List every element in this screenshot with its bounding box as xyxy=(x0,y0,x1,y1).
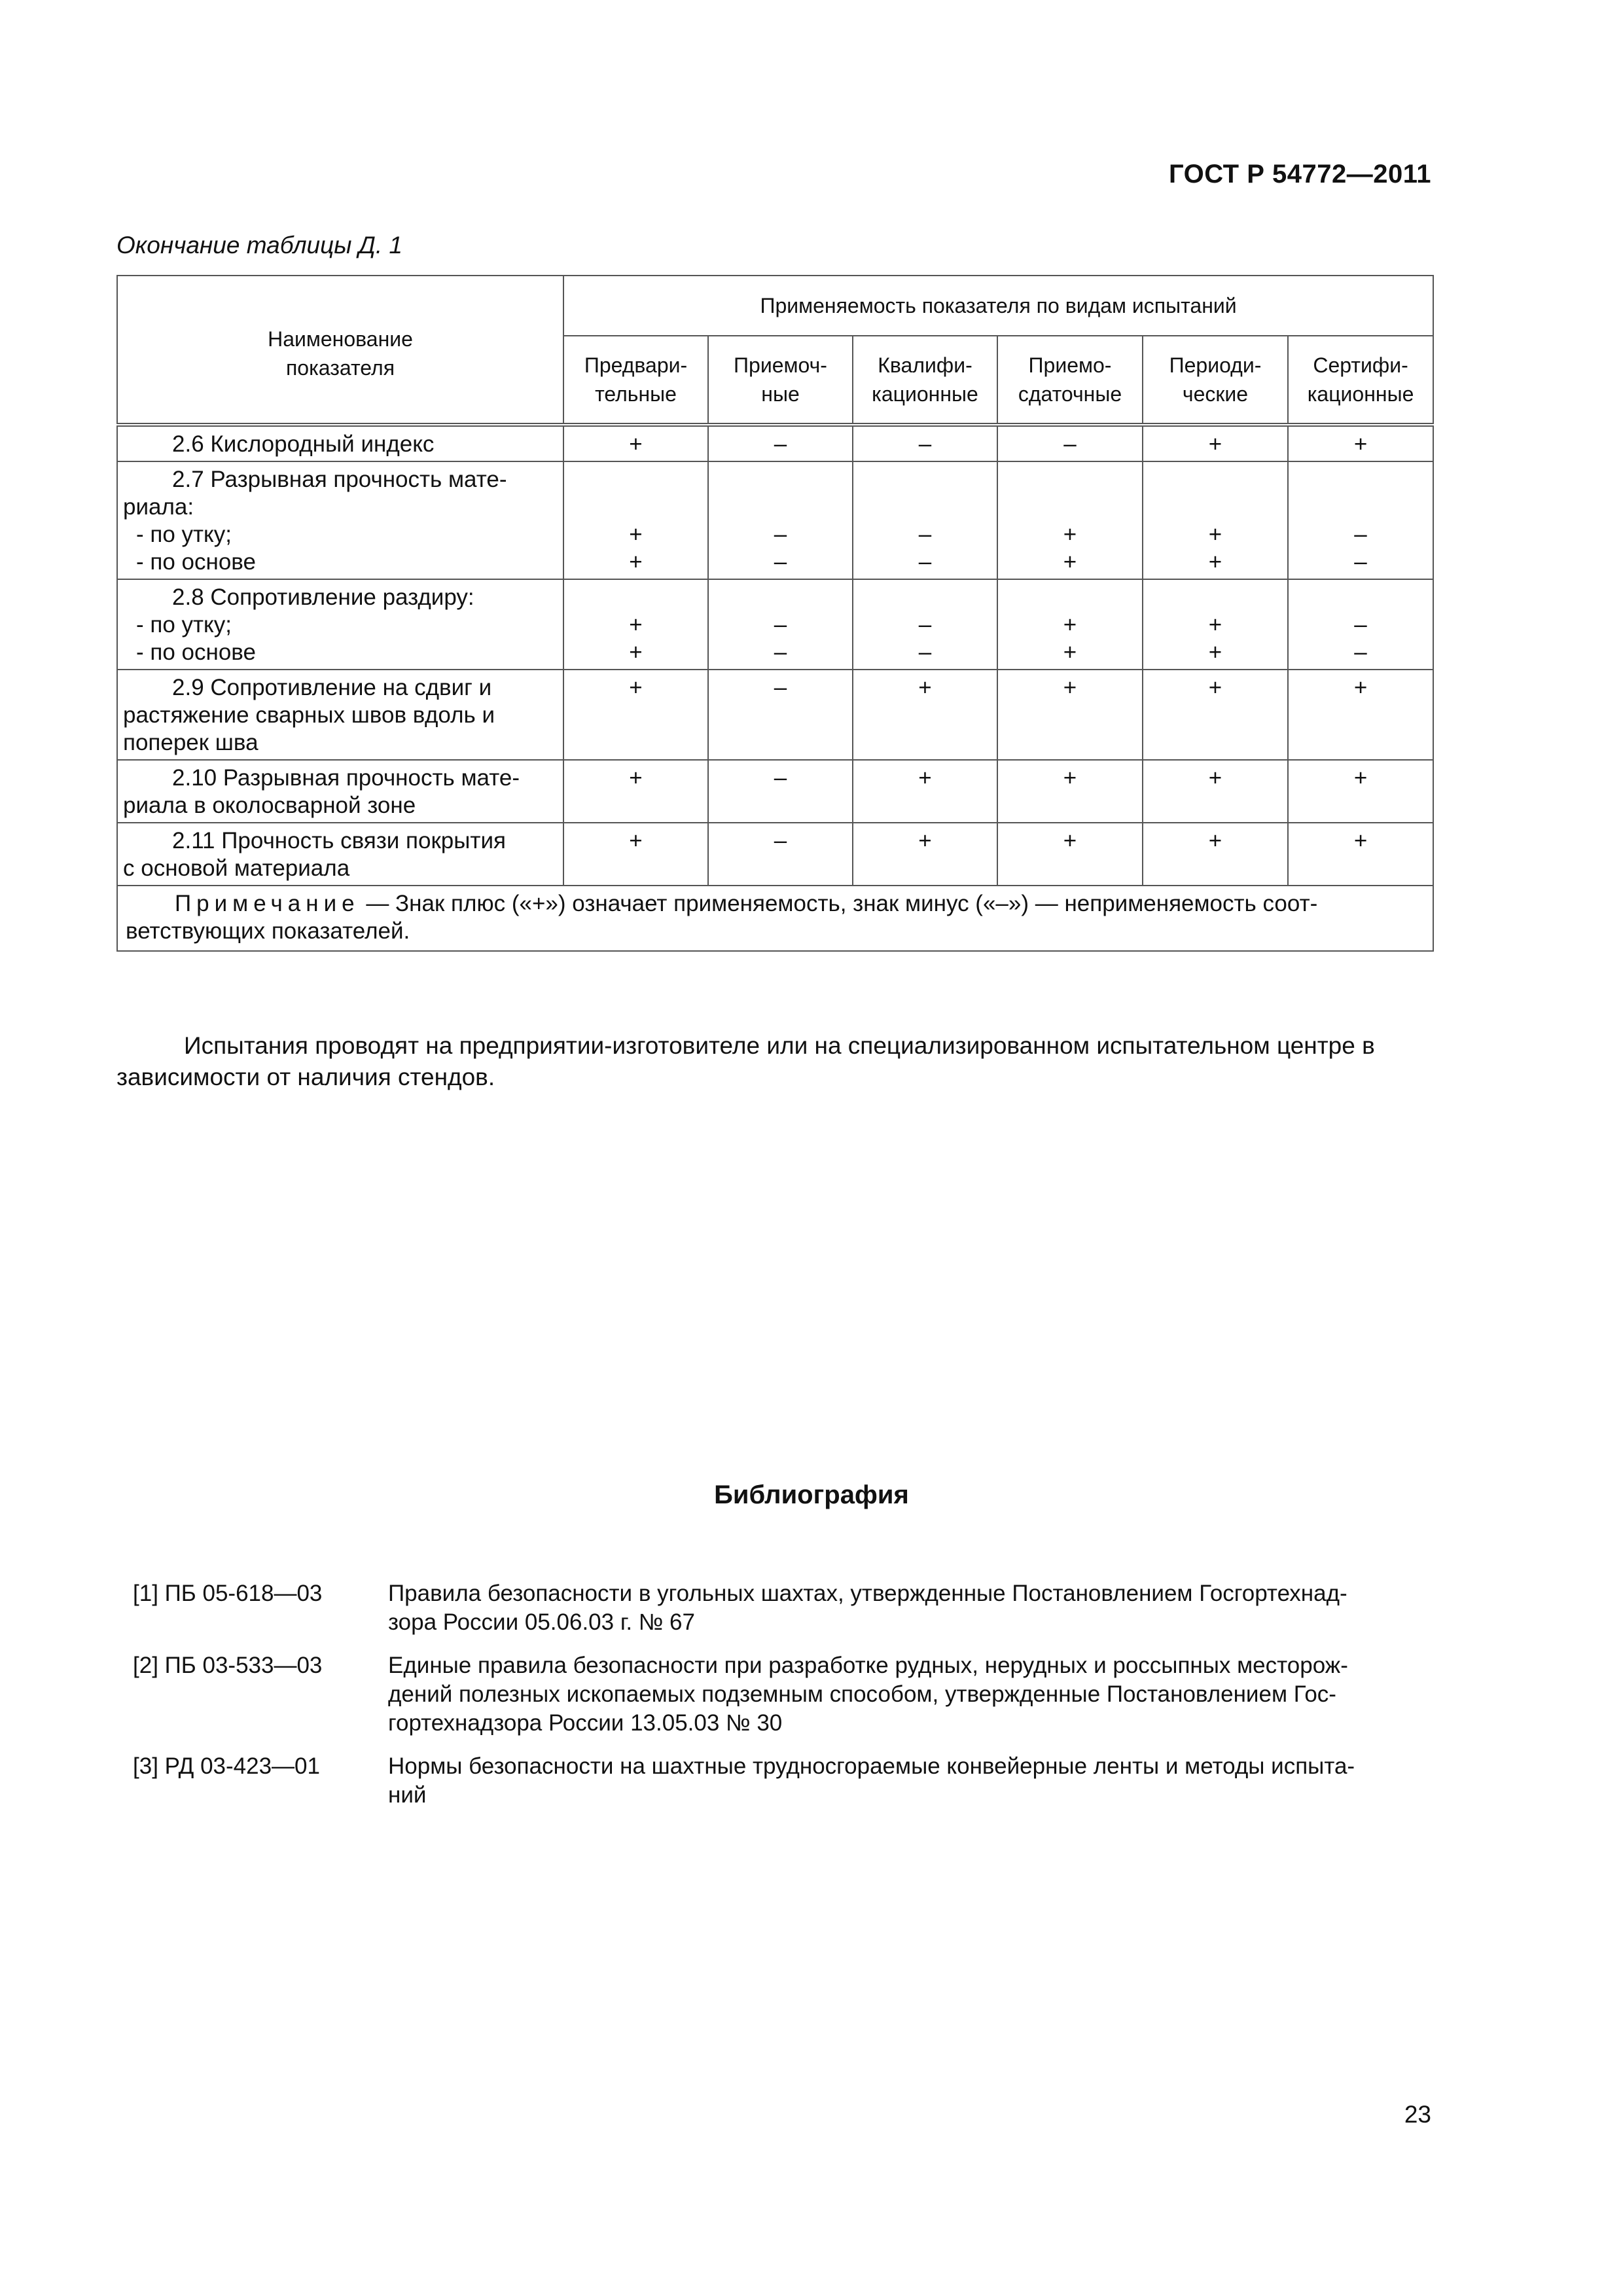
table-note-row xyxy=(117,886,1433,951)
mark-cell: + xyxy=(997,760,1143,823)
page-number: 23 xyxy=(1404,2101,1431,2128)
mark-cell: + xyxy=(563,760,708,823)
table-row xyxy=(117,579,1433,670)
bibliography-ref: [3] РД 03-423—01 xyxy=(133,1753,320,1779)
header-line: Наименование xyxy=(268,327,413,351)
bibliography-list xyxy=(133,1579,1432,1824)
mark-cell: + xyxy=(1143,823,1288,886)
mark-cell: + xyxy=(1143,425,1288,461)
mark-cell: – – xyxy=(708,461,853,579)
mark-cell: + + xyxy=(563,579,708,670)
mark-cell: – xyxy=(708,425,853,461)
bibliography-ref: [1] ПБ 05-618—03 xyxy=(133,1581,323,1606)
note-text: — Знак плюс («+») означает применяемость, знак минус («–») — неприменяемость соот- xyxy=(359,891,1318,916)
mark-cell: – – xyxy=(1288,579,1433,670)
mark-cell: + xyxy=(563,425,708,461)
mark-cell: + + xyxy=(1143,579,1288,670)
bibliography-item xyxy=(133,1651,1432,1738)
mark-cell: + xyxy=(997,670,1143,760)
note-text-continued: ветствующих показателей. xyxy=(126,918,410,944)
paragraph-line: Испытания проводят на предприятии-изготовителе или на специализированном испытательном центре в xyxy=(184,1032,1375,1059)
column-header-name xyxy=(117,276,563,425)
table-note xyxy=(117,886,1433,951)
mark-cell: + xyxy=(997,823,1143,886)
row-name: 2.6 Кислородный индекс xyxy=(117,425,563,461)
mark-cell: + + xyxy=(997,579,1143,670)
mark-cell: – xyxy=(708,823,853,886)
mark-cell: – xyxy=(853,425,997,461)
row-name: 2.9 Сопротивление на сдвиг и растяжение сварных швов вдоль и поперек шва xyxy=(117,670,563,760)
mark-cell: + xyxy=(1288,425,1433,461)
mark-cell: + + xyxy=(563,461,708,579)
row-name: 2.10 Разрывная прочность мате- риала в околосварной зоне xyxy=(117,760,563,823)
bibliography-text: Нормы безопасности на шахтные трудносгораемые конвейерные ленты и методы испыта- ний xyxy=(388,1753,1355,1808)
bibliography-item xyxy=(133,1752,1432,1810)
bibliography-text: Правила безопасности в угольных шахтах, утвержденные Постановлением Госгортехнад- зора России 05.06.03 г. № 67 xyxy=(388,1581,1347,1635)
column-group-header: Применяемость показателя по видам испытаний xyxy=(563,276,1433,336)
table-row xyxy=(117,425,1433,461)
paragraph-line: зависимости от наличия стендов. xyxy=(116,1064,495,1090)
mark-cell: + xyxy=(853,670,997,760)
mark-cell: – – xyxy=(1288,461,1433,579)
mark-cell: + xyxy=(1143,670,1288,760)
table-row xyxy=(117,461,1433,579)
mark-cell: + xyxy=(1143,760,1288,823)
mark-cell: – xyxy=(708,670,853,760)
row-name: 2.11 Прочность связи покрытия с основой материала xyxy=(117,823,563,886)
table-row xyxy=(117,823,1433,886)
mark-cell: + + xyxy=(1143,461,1288,579)
mark-cell: + xyxy=(853,823,997,886)
mark-cell: + + xyxy=(997,461,1143,579)
mark-cell: + xyxy=(563,823,708,886)
column-header-periodic: Периоди- ческие xyxy=(1143,336,1288,425)
table-caption: Окончание таблицы Д. 1 xyxy=(116,232,402,259)
mark-cell: – – xyxy=(853,461,997,579)
note-lead: Примечание xyxy=(175,891,360,916)
mark-cell: – – xyxy=(708,579,853,670)
mark-cell: + xyxy=(853,760,997,823)
body-paragraph xyxy=(116,1030,1433,1093)
mark-cell: – xyxy=(997,425,1143,461)
bibliography-text: Единые правила безопасности при разработке рудных, нерудных и россыпных месторож- дений полезных ископаемых подземным способом, утвержденные Постановлением Гос- гортехнадзора России 13.05.03 № 30 xyxy=(388,1653,1348,1736)
bibliography-ref: [2] ПБ 03-533—03 xyxy=(133,1653,323,1678)
mark-cell: – – xyxy=(853,579,997,670)
document-code: ГОСТ Р 54772—2011 xyxy=(1169,160,1431,188)
bibliography-item xyxy=(133,1579,1432,1637)
bibliography-title: Библиография xyxy=(714,1480,909,1509)
row-name: 2.7 Разрывная прочность мате- риала: - по утку; - по основе xyxy=(117,461,563,579)
header-line: показателя xyxy=(285,356,395,380)
mark-cell: + xyxy=(1288,670,1433,760)
column-header-preliminary: Предвари- тельные xyxy=(563,336,708,425)
table-row xyxy=(117,670,1433,760)
column-header-qualification: Квалифи- кационные xyxy=(853,336,997,425)
applicability-table xyxy=(116,275,1434,952)
mark-cell: + xyxy=(563,670,708,760)
mark-cell: + xyxy=(1288,823,1433,886)
column-header-acceptance: Приемоч- ные xyxy=(708,336,853,425)
row-name: 2.8 Сопротивление раздиру: - по утку; - по основе xyxy=(117,579,563,670)
table-row xyxy=(117,760,1433,823)
mark-cell: – xyxy=(708,760,853,823)
column-header-certification: Сертифи- кационные xyxy=(1288,336,1433,425)
mark-cell: + xyxy=(1288,760,1433,823)
column-header-handover: Приемо- сдаточные xyxy=(997,336,1143,425)
